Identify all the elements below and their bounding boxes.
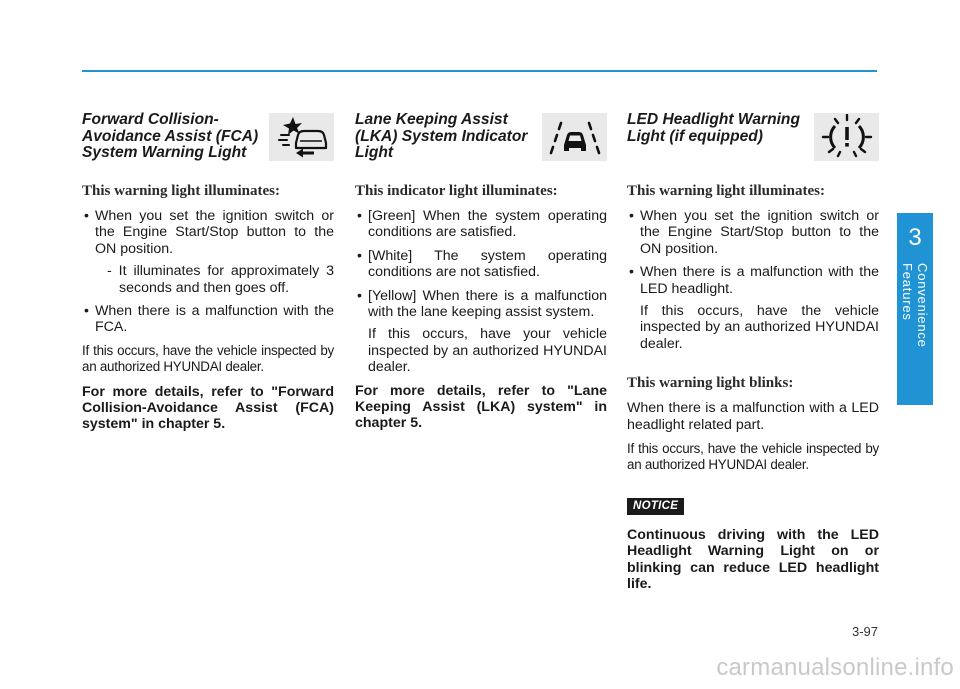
bullet-text: [Yellow] When there is a malfunction with the lane keeping assist system. xyxy=(368,287,607,321)
bullet-text: When you set the ignition switch or the Engine Start/Stop button to the ON position. xyxy=(640,208,879,257)
list-item xyxy=(627,264,879,352)
body-text: If this occurs, have the vehicle inspected by an authorized HYUNDAI dealer. xyxy=(82,342,334,375)
notice-badge: NOTICE xyxy=(627,498,684,515)
page-number: 3-97 xyxy=(851,624,878,639)
watermark: carmanualsonline.info xyxy=(716,654,954,681)
section-lka xyxy=(355,112,607,440)
bullet-text: [White] The system operating conditions are not satisfied. xyxy=(368,247,607,281)
led-headlight-warning-icon xyxy=(814,113,879,161)
list-item xyxy=(355,288,607,376)
fca-warning-icon xyxy=(269,113,334,161)
reference-note: For more details, refer to "Forward Collision-Avoidance Assist (FCA) system" in chapter 5. xyxy=(82,383,334,433)
section-subheading-blinks: This warning light blinks: xyxy=(627,375,794,392)
notice-text: Continuous driving with the LED Headlight Warning Light on or blinking can reduce LED headlight life. xyxy=(627,526,879,593)
bullet-list xyxy=(82,208,334,336)
list-item xyxy=(82,208,334,296)
bullet-text: When there is a malfunction with the LED headlight. xyxy=(640,264,879,297)
section-led-headlight xyxy=(627,112,879,601)
chapter-label: Convenience Features xyxy=(900,263,930,348)
bullet-list xyxy=(627,208,879,352)
section-fca xyxy=(82,112,334,441)
bullet-subtext: If this occurs, have your vehicle inspected by an authorized HYUNDAI dealer. xyxy=(368,326,607,376)
reference-note: For more details, refer to "Lane Keeping Assist (LKA) system" in chapter 5. xyxy=(355,382,607,432)
section-subheading: This indicator light illuminates: xyxy=(355,183,558,199)
list-item xyxy=(82,303,334,336)
chapter-number: 3 xyxy=(908,224,922,251)
section-title: Forward Collision-Avoidance Assist (FCA) System Warning Light xyxy=(82,111,259,161)
section-title: LED Headlight Warning Light (if equipped) xyxy=(627,111,800,145)
section-header xyxy=(627,112,879,168)
section-subheading: This warning light illuminates: xyxy=(627,183,825,199)
bullet-subtext: If this occurs, have the vehicle inspected by an authorized HYUNDAI dealer. xyxy=(640,303,879,352)
chapter-tab xyxy=(897,213,933,405)
section-header xyxy=(82,112,334,168)
section-title: Lane Keeping Assist (LKA) System Indicator Light xyxy=(355,111,528,161)
header-rule xyxy=(82,70,877,72)
list-item xyxy=(627,208,879,257)
body-text: If this occurs, have the vehicle inspected by an authorized HYUNDAI dealer. xyxy=(627,441,879,473)
bullet-text: [Green] When the system operating conditions are satisfied. xyxy=(368,208,607,241)
bullet-text: When there is a malfunction with the FCA. xyxy=(95,303,334,336)
lka-indicator-icon xyxy=(542,113,607,161)
body-text: When there is a malfunction with a LED headlight related part. xyxy=(627,400,879,433)
section-subheading: This warning light illuminates: xyxy=(82,183,280,199)
bullet-subtext: - It illuminates for approximately 3 seconds and then goes off. xyxy=(107,263,334,296)
bullet-list xyxy=(355,208,607,376)
list-item xyxy=(355,208,607,241)
list-item xyxy=(355,248,607,281)
section-header xyxy=(355,112,607,168)
bullet-text: When you set the ignition switch or the Engine Start/Stop button to the ON position. xyxy=(95,208,334,257)
